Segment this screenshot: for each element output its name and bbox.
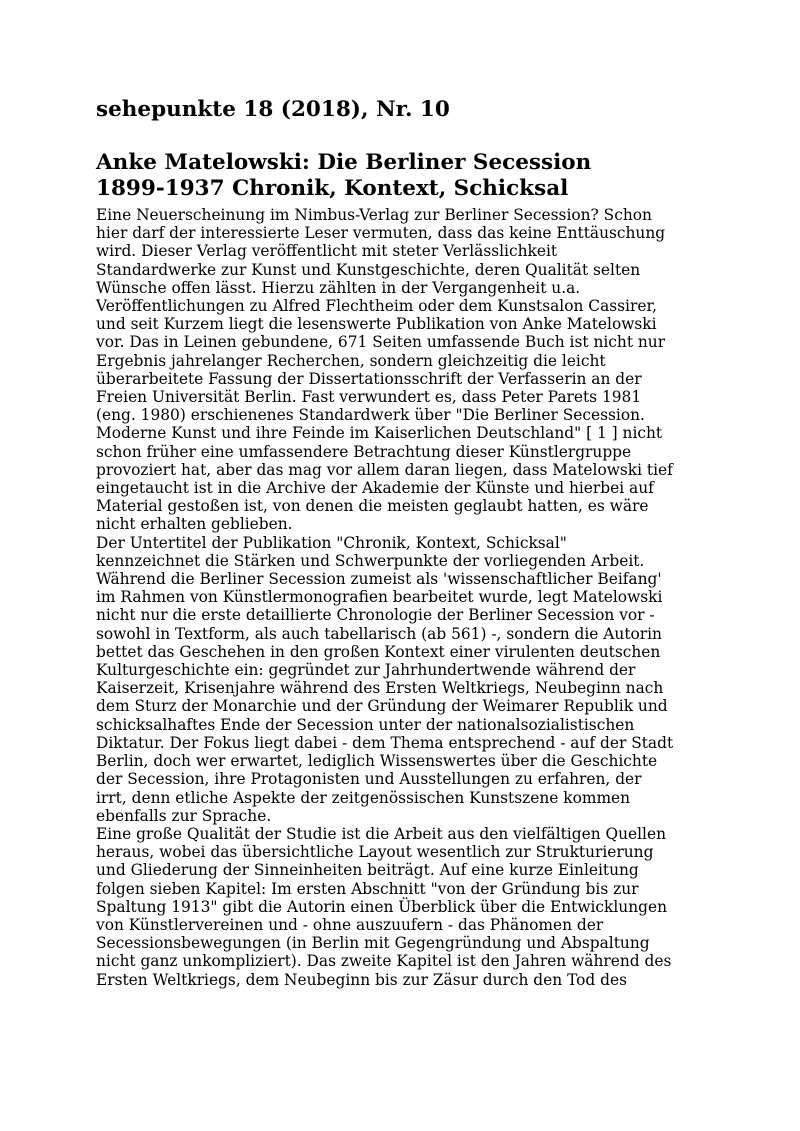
text-line: sowohl in Textform, als auch tabellarisch (ab 561) -, sondern die Autorin xyxy=(96,624,662,643)
text-line: nicht ganz unkompliziert). Das zweite Kapitel ist den Jahren während des xyxy=(96,952,672,971)
text-line: dem Sturz der Monarchie und der Gründung der Weimarer Republik und xyxy=(96,697,668,716)
text-line: irrt, denn etliche Aspekte der zeitgenössischen Kunstszene kommen xyxy=(96,788,631,807)
text-line: bettet das Geschehen in den großen Kontext einer virulenten deutschen xyxy=(96,642,661,661)
text-line: Kulturgeschichte ein: gegründet zur Jahrhundertwende während der xyxy=(96,661,636,680)
text-line: Secessionsbewegungen (in Berlin mit Gegengründung und Abspaltung xyxy=(96,934,650,953)
text-line: eingetaucht ist in die Archive der Akademie der Künste und hierbei auf xyxy=(96,479,654,498)
text-line: der Secession, ihre Protagonisten und Ausstellungen zu erfahren, der xyxy=(96,770,642,789)
review-title-line: 1899-1937 Chronik, Kontext, Schicksal xyxy=(96,176,569,201)
text-line: (eng. 1980) erschienenes Standardwerk über "Die Berliner Secession. xyxy=(96,406,645,425)
text-line: nicht nur die erste detaillierte Chronologie der Berliner Secession vor - xyxy=(96,606,655,625)
journal-issue-heading: sehepunkte 18 (2018), Nr. 10 xyxy=(96,97,450,122)
document-page xyxy=(96,96,716,989)
review-title xyxy=(96,150,716,202)
text-line: Veröffentlichungen zu Alfred Flechtheim oder dem Kunstsalon Cassirer, xyxy=(96,297,657,316)
text-line: Kaiserzeit, Krisenjahre während des Ersten Weltkriegs, Neubeginn nach xyxy=(96,679,664,698)
text-line: Wünsche offen lässt. Hierzu zählten in der Vergangenheit u.a. xyxy=(96,278,581,297)
text-line: schicksalhaftes Ende der Secession unter der nationalsozialistischen xyxy=(96,715,635,734)
text-line: provoziert hat, aber das mag vor allem daran liegen, dass Matelowski tief xyxy=(96,460,673,479)
paragraph-2 xyxy=(96,534,716,825)
text-line: überarbeitete Fassung der Dissertationsschrift der Verfasserin an der xyxy=(96,369,642,388)
text-line: von Künstlervereinen und - ohne auszuufern - das Phänomen der xyxy=(96,915,604,934)
text-line: Standardwerke zur Kunst und Kunstgeschichte, deren Qualität selten xyxy=(96,260,641,279)
text-line: Eine Neuerscheinung im Nimbus-Verlag zur Berliner Secession? Schon xyxy=(96,206,652,224)
text-line: im Rahmen von Künstlermonografien bearbeitet wurde, legt Matelowski xyxy=(96,588,663,607)
text-line: Eine große Qualität der Studie ist die Arbeit aus den vielfältigen Quellen xyxy=(96,824,667,843)
text-line: Ergebnis jahrelanger Recherchen, sondern gleichzeitig die leicht xyxy=(96,351,606,370)
text-line: Diktatur. Der Fokus liegt dabei - dem Thema entsprechend - auf der Stadt xyxy=(96,733,674,752)
text-line: Der Untertitel der Publikation "Chronik, Kontext, Schicksal" xyxy=(96,533,567,552)
text-line: heraus, wobei das übersichtliche Layout wesentlich zur Strukturierung xyxy=(96,843,654,862)
paragraph-3 xyxy=(96,825,716,989)
text-line: nicht erhalten geblieben. xyxy=(96,515,293,534)
text-line: kennzeichnet die Stärken und Schwerpunkte der vorliegenden Arbeit. xyxy=(96,551,645,570)
text-line: vor. Das in Leinen gebundene, 671 Seiten umfassende Buch ist nicht nur xyxy=(96,333,666,352)
review-title-line: Anke Matelowski: Die Berliner Secession xyxy=(96,150,592,175)
text-line: Während die Berliner Secession zumeist als 'wissenschaftlicher Beifang' xyxy=(96,570,662,589)
text-line: ebenfalls zur Sprache. xyxy=(96,806,272,825)
text-line: Spaltung 1913" gibt die Autorin einen Überblick über die Entwicklungen xyxy=(96,897,667,916)
text-line: Moderne Kunst und ihre Feinde im Kaiserlichen Deutschland" [ 1 ] nicht xyxy=(96,424,663,443)
text-line: und seit Kurzem liegt die lesenswerte Publikation von Anke Matelowski xyxy=(96,315,657,334)
text-line: und Gliederung der Sinneinheiten beiträgt. Auf eine kurze Einleitung xyxy=(96,861,639,880)
text-line: folgen sieben Kapitel: Im ersten Abschnitt "von der Gründung bis zur xyxy=(96,879,639,898)
text-line: Ersten Weltkriegs, dem Neubeginn bis zur Zäsur durch den Tod des xyxy=(96,970,628,989)
text-line: hier darf der interessierte Leser vermuten, dass das keine Enttäuschung xyxy=(96,224,666,243)
text-line: Berlin, doch wer erwartet, lediglich Wissenswertes über die Geschichte xyxy=(96,752,658,771)
text-line: wird. Dieser Verlag veröffentlicht mit steter Verlässlichkeit xyxy=(96,242,558,261)
text-line: schon früher eine umfassendere Betrachtung dieser Künstlergruppe xyxy=(96,442,632,461)
text-line: Material gestoßen ist, von denen die meisten geglaubt hatten, es wäre xyxy=(96,497,649,516)
paragraph-1 xyxy=(96,206,716,534)
text-line: Freien Universität Berlin. Fast verwundert es, dass Peter Parets 1981 xyxy=(96,388,642,407)
